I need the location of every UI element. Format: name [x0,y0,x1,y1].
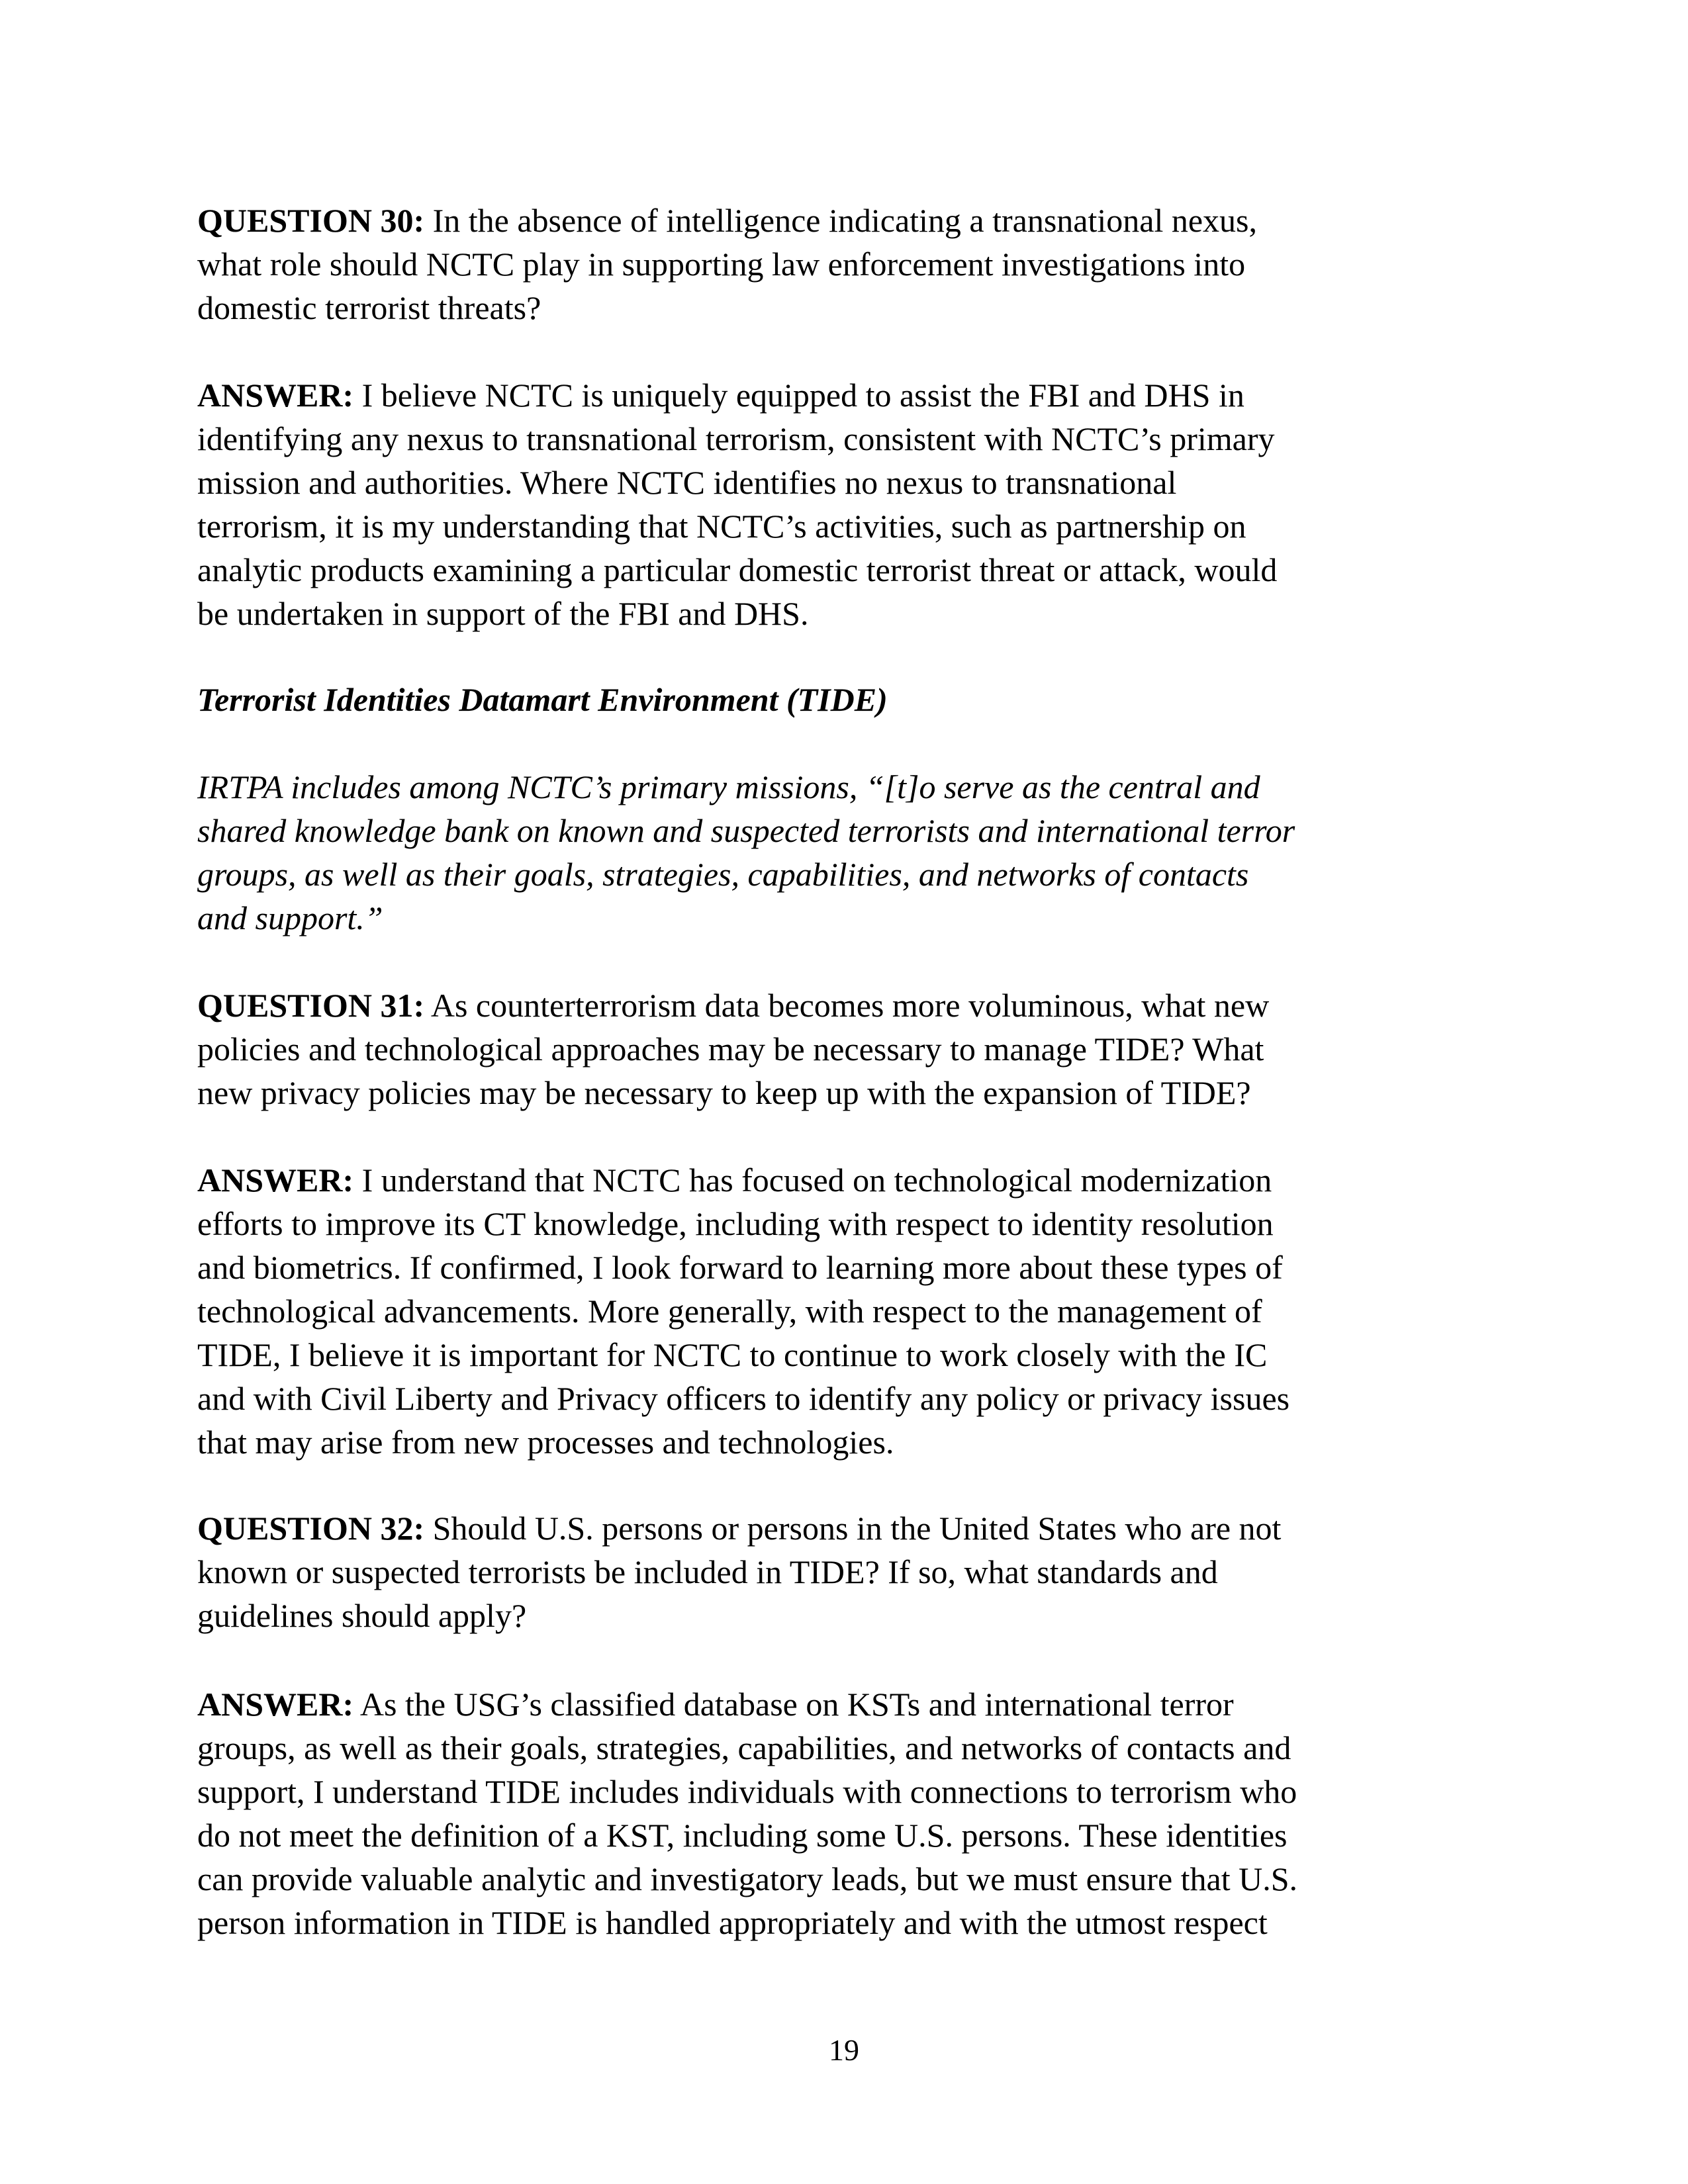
answer-31-label: ANSWER: [197,1161,354,1199]
question-32-text: Should U.S. persons or persons in the United States who are not [424,1510,1282,1547]
answer-30-line-1 [197,373,1495,417]
answer-32 [197,1682,1495,1944]
answer-30-line-2: identifying any nexus to transnational terrorism, consistent with NCTC’s primary [197,420,1275,457]
question-32-line-3: guidelines should apply? [197,1597,527,1634]
section-heading-text: Terrorist Identities Datamart Environment (TIDE) [197,681,888,718]
answer-31-text: I understand that NCTC has focused on technological modernization [353,1161,1272,1199]
answer-31-line-7: that may arise from new processes and technologies. [197,1424,894,1461]
question-31-label: QUESTION 31: [197,987,425,1024]
answer-32-line-3: support, I understand TIDE includes individuals with connections to terrorism who [197,1773,1297,1810]
answer-30-line-4: terrorism, it is my understanding that NCTC’s activities, such as partnership on [197,508,1246,545]
answer-30-line-6: be undertaken in support of the FBI and DHS. [197,595,809,632]
question-30-label: QUESTION 30: [197,202,425,239]
question-32-line-2: known or suspected terrorists be included in TIDE? If so, what standards and [197,1553,1218,1590]
answer-32-line-4: do not meet the definition of a KST, including some U.S. persons. These identities [197,1817,1288,1854]
question-30 [197,199,1495,330]
question-31-line-2: policies and technological approaches may be necessary to manage TIDE? What [197,1030,1264,1068]
answer-31-line-1 [197,1158,1495,1202]
irtpa-line-1: IRTPA includes among NCTC’s primary missions, “[t]o serve as the central and [197,768,1260,805]
answer-32-text: As the USG’s classified database on KSTs and international terror [353,1686,1234,1723]
question-31-text: As counterterrorism data becomes more voluminous, what new [424,987,1270,1024]
irtpa-line-4: and support.” [197,899,383,936]
answer-30 [197,373,1495,635]
irtpa-line-2: shared knowledge bank on known and suspected terrorists and international terror [197,812,1295,849]
answer-31 [197,1158,1495,1464]
question-32-label: QUESTION 32: [197,1510,425,1547]
question-32-line-1 [197,1506,1495,1550]
question-32 [197,1506,1495,1637]
answer-32-line-6: person information in TIDE is handled appropriately and with the utmost respect [197,1904,1268,1941]
answer-30-line-3: mission and authorities. Where NCTC identifies no nexus to transnational [197,464,1177,501]
answer-31-line-3: and biometrics. If confirmed, I look forward to learning more about these types of [197,1249,1283,1286]
page-number: 19 [829,2033,859,2067]
answer-31-line-5: TIDE, I believe it is important for NCTC to continue to work closely with the IC [197,1336,1268,1373]
irtpa-line-3: groups, as well as their goals, strategies, capabilities, and networks of contacts [197,856,1249,893]
answer-31-line-2: efforts to improve its CT knowledge, including with respect to identity resolution [197,1205,1274,1242]
answer-31-line-6: and with Civil Liberty and Privacy officers to identify any policy or privacy issues [197,1380,1290,1417]
answer-32-label: ANSWER: [197,1686,354,1723]
answer-30-line-5: analytic products examining a particular domestic terrorist threat or attack, would [197,551,1278,588]
irtpa-paragraph [197,765,1495,940]
answer-32-line-5: can provide valuable analytic and investigatory leads, but we must ensure that U.S. [197,1860,1298,1897]
answer-30-label: ANSWER: [197,377,354,414]
question-30-line-3: domestic terrorist threats? [197,289,541,326]
question-31-line-3: new privacy policies may be necessary to keep up with the expansion of TIDE? [197,1074,1251,1111]
question-30-text: In the absence of intelligence indicating a transnational nexus, [424,202,1258,239]
question-30-line-2: what role should NCTC play in supporting law enforcement investigations into [197,246,1246,283]
answer-32-line-2: groups, as well as their goals, strategies, capabilities, and networks of contacts and [197,1729,1291,1766]
question-30-line-1 [197,199,1495,242]
answer-32-line-1 [197,1682,1495,1726]
section-heading-tide [197,678,1495,721]
question-31 [197,983,1495,1115]
answer-31-line-4: technological advancements. More generally, with respect to the management of [197,1293,1262,1330]
answer-30-text: I believe NCTC is uniquely equipped to assist the FBI and DHS in [353,377,1244,414]
question-31-line-1 [197,983,1495,1027]
